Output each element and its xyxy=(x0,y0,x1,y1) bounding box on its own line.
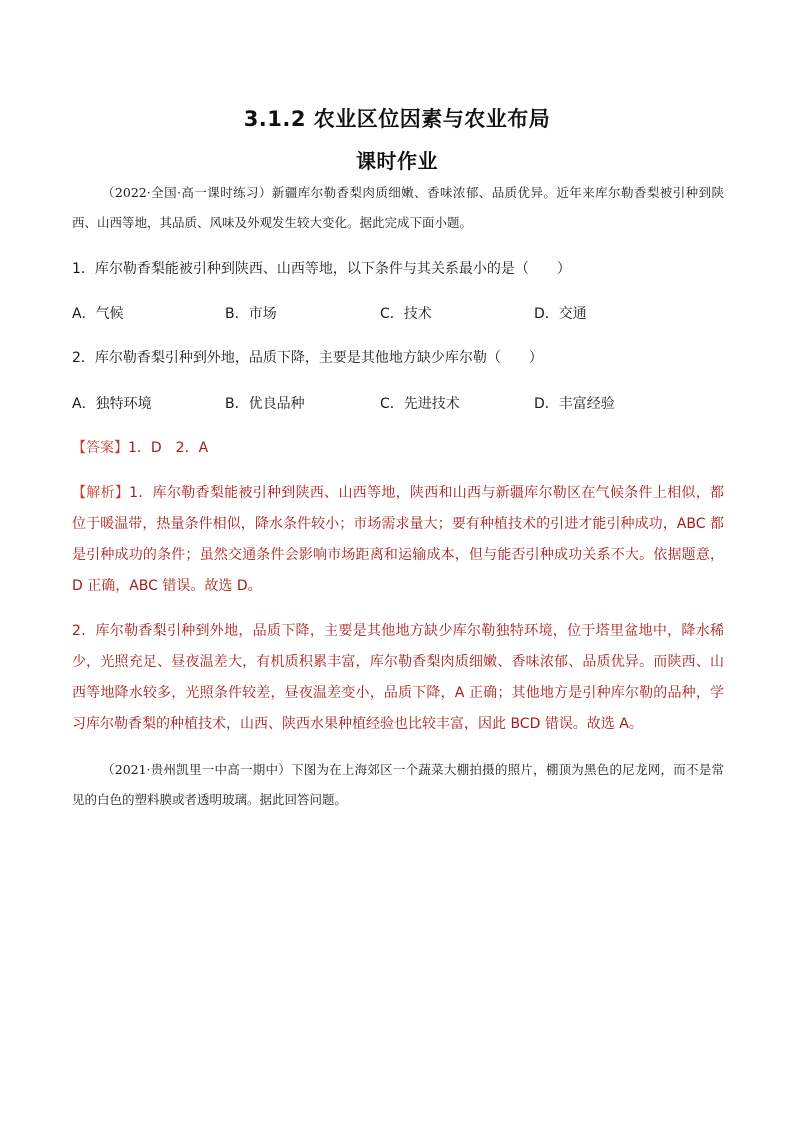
option-c: C．技术 xyxy=(380,306,432,322)
question-1-options xyxy=(72,304,732,324)
question-2-stem: 2．库尔勒香梨引种到外地，品质下降，主要是其他地方缺少库尔勒（ ） xyxy=(72,350,543,366)
answer-line xyxy=(72,433,724,464)
option-b: B．市场 xyxy=(225,306,277,322)
option-a: A．气候 xyxy=(72,306,124,322)
question-1-stem: 1．库尔勒香梨能被引种到陕西、山西等地，以下条件与其关系最小的是（ ） xyxy=(72,261,571,277)
answer-tag: 【答案】 xyxy=(72,440,128,456)
question-2-options xyxy=(72,394,732,414)
question-group-intro-2: （2021·贵州凯里一中高一期中）下图为在上海郊区一个蔬菜大棚拍摄的照片，棚顶为黑色的尼龙网，而不是常见的白色的塑料膜或者透明玻璃。据此回答问题。 xyxy=(72,762,724,807)
option-c: C．先进技术 xyxy=(380,396,460,412)
analysis-paragraph-2: 2．库尔勒香梨引种到外地，品质下降，主要是其他地方缺少库尔勒独特环境，位于塔里盆地中，降水稀少，光照充足、昼夜温差大，有机质积累丰富，库尔勒香梨肉质细嫩、香味浓郁、品质优异。而陕西、山西等地降水较多，光照条件较差，昼夜温差变小，品质下降，A 正确；其他地方是引种库尔勒的品种，学习库尔勒香梨的种植技术，山西、陕西水果种植经验也比较丰富，因此 BCD 错误。故选 A。 xyxy=(72,623,724,732)
option-b: B．优良品种 xyxy=(225,396,305,412)
answer-text: 1．D 2．A xyxy=(128,440,209,456)
question-group-intro: （2022·全国·高一课时练习）新疆库尔勒香梨肉质细嫩、香味浓郁、品质优异。近年来库尔勒香梨被引种到陕西、山西等地，其品质、风味及外观发生较大变化。据此完成下面小题。 xyxy=(72,185,724,230)
analysis-paragraph-1 xyxy=(72,478,724,602)
page-subtitle: 课时作业 xyxy=(356,149,438,173)
analysis-text-1: 1．库尔勒香梨能被引种到陕西、山西等地，陕西和山西与新疆库尔勒区在气候条件上相似，都位于暖温带，热量条件相似，降水条件较小；市场需求量大；要有种植技术的引进才能引种成功，ABC 都是引种成功的条件；虽然交通条件会影响市场距离和运输成本，但与能否引种成功关系不大。依据题意，D 正确，ABC 错误。故选 D。 xyxy=(72,485,725,594)
option-d: D．交通 xyxy=(534,306,587,322)
page-title: 3.1.2 农业区位因素与农业布局 xyxy=(243,107,551,131)
analysis-tag: 【解析】 xyxy=(72,485,130,501)
option-a: A．独特环境 xyxy=(72,396,152,412)
option-d: D．丰富经验 xyxy=(534,396,615,412)
